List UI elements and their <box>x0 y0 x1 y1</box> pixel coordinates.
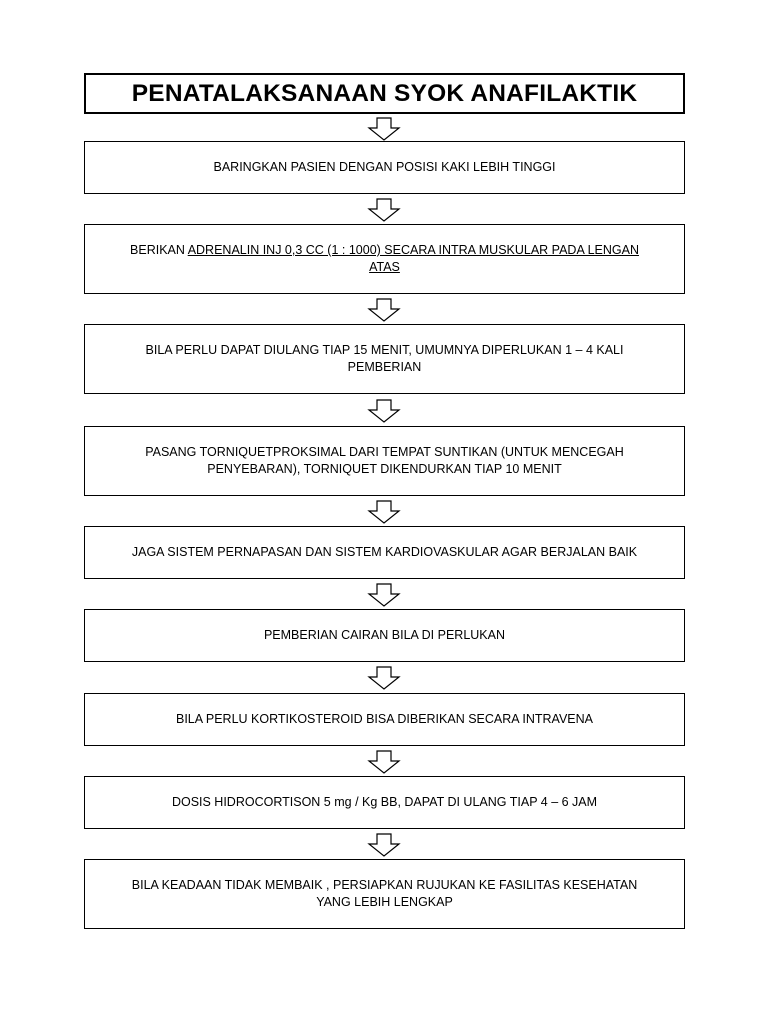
step-box-4 <box>84 426 685 496</box>
step-box-3 <box>84 324 685 394</box>
step-box-5 <box>84 526 685 579</box>
step-box-6 <box>84 609 685 662</box>
step-text: BILA PERLU DAPAT DIULANG TIAP 15 MENIT, UMUMNYA DIPERLUKAN 1 – 4 KALI PEMBERIAN <box>145 343 624 374</box>
down-arrow-icon <box>367 500 401 524</box>
step-text-lead: BERIKAN <box>130 243 188 257</box>
down-arrow-icon <box>367 666 401 690</box>
step-text: BARINGKAN PASIEN DENGAN POSISI KAKI LEBIH TINGGI <box>213 160 556 174</box>
step-box-7 <box>84 693 685 746</box>
step-text <box>125 242 644 276</box>
step-text: DOSIS HIDROCORTISON 5 mg / Kg BB, DAPAT DI ULANG TIAP 4 – 6 JAM <box>171 795 598 809</box>
step-box-2 <box>84 224 685 294</box>
step-text: BILA KEADAAN TIDAK MEMBAIK , PERSIAPKAN RUJUKAN KE FASILITAS KESEHATAN YANG LEBIH LENGKAP <box>131 878 638 909</box>
adrenalin-dose-underlined: ADRENALIN INJ 0,3 CC (1 : 1000) SECARA INTRA MUSKULAR PADA LENGAN ATAS <box>187 243 639 274</box>
down-arrow-icon <box>367 117 401 141</box>
down-arrow-icon <box>367 583 401 607</box>
step-text: JAGA SISTEM PERNAPASAN DAN SISTEM KARDIOVASKULAR AGAR BERJALAN BAIK <box>131 545 638 559</box>
down-arrow-icon <box>367 198 401 222</box>
step-text: BILA PERLU KORTIKOSTEROID BISA DIBERIKAN SECARA INTRAVENA <box>175 712 594 726</box>
down-arrow-icon <box>367 833 401 857</box>
down-arrow-icon <box>367 399 401 423</box>
step-text: PEMBERIAN CAIRAN BILA DI PERLUKAN <box>263 628 506 642</box>
down-arrow-icon <box>367 750 401 774</box>
down-arrow-icon <box>367 298 401 322</box>
step-box-8 <box>84 776 685 829</box>
step-box-1 <box>84 141 685 194</box>
flowchart-title: PENATALAKSANAAN SYOK ANAFILAKTIK <box>84 73 685 114</box>
step-text: PASANG TORNIQUETPROKSIMAL DARI TEMPAT SUNTIKAN (UNTUK MENCEGAH PENYEBARAN), TORNIQUET DIKENDURKAN TIAP 10 MENIT <box>145 445 624 476</box>
step-box-9 <box>84 859 685 929</box>
